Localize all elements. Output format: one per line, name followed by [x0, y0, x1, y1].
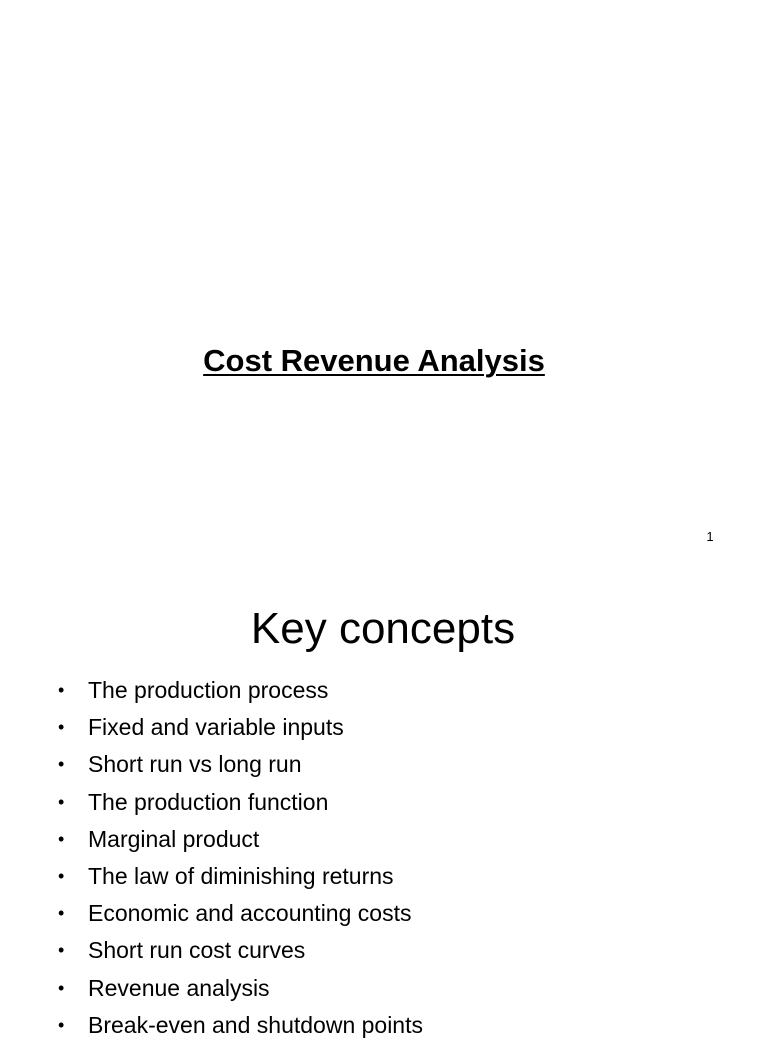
bullet-icon: • [58, 828, 65, 849]
bullet-icon: • [58, 977, 65, 998]
list-item-text: Economic and accounting costs [88, 900, 412, 927]
bullet-icon: • [58, 791, 65, 812]
bullet-icon: • [58, 940, 65, 961]
list-item-text: Revenue analysis [88, 974, 270, 1001]
list-item-text: Short run vs long run [88, 751, 302, 778]
bullet-icon: • [58, 1014, 65, 1035]
list-item [58, 709, 423, 746]
key-concepts-list [58, 672, 423, 1044]
slide-title: Key concepts [250, 604, 516, 653]
list-item-text: Break-even and shutdown points [88, 1011, 423, 1038]
list-item [58, 932, 423, 969]
page-number: 1 [706, 529, 714, 544]
bullet-icon: • [58, 865, 65, 886]
list-item [58, 858, 423, 895]
list-item [58, 895, 423, 932]
list-item-text: Marginal product [88, 825, 260, 852]
bullet-icon: • [58, 903, 65, 924]
list-item [58, 821, 423, 858]
slide-title: Cost Revenue Analysis [203, 343, 545, 378]
list-item [58, 1007, 423, 1044]
list-item-text: Short run cost curves [88, 937, 306, 964]
list-item-text: The production process [88, 677, 329, 703]
list-item-text: The production function [88, 788, 329, 815]
bullet-icon: • [58, 680, 65, 700]
list-item [58, 784, 423, 821]
list-item [58, 672, 423, 709]
list-item [58, 970, 423, 1007]
slide-key-concepts [0, 576, 768, 1038]
list-item-text: Fixed and variable inputs [88, 714, 344, 741]
bullet-icon: • [58, 754, 65, 775]
list-item [58, 746, 423, 783]
list-item-text: The law of diminishing returns [88, 862, 394, 889]
bullet-icon: • [58, 717, 65, 738]
